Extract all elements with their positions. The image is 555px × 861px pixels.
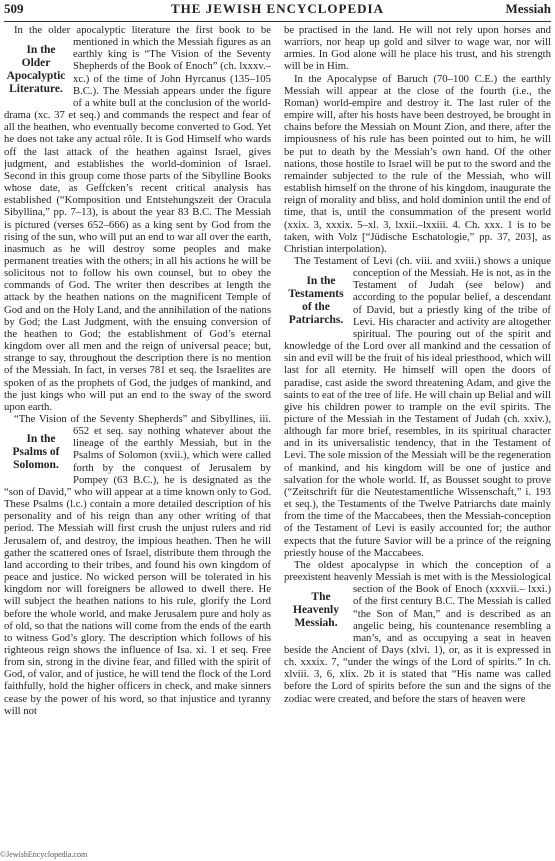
left-column [4, 24, 271, 854]
sidenote-testaments-patriarchs: In the Testaments of the Patriarchs. [288, 275, 344, 327]
sidenote-heavenly-messiah: The Heavenly Messiah. [293, 591, 339, 630]
paragraph [284, 559, 551, 705]
header-rule [4, 21, 551, 22]
paragraph-text: The Testament of Levi (ch. viii. and xviii.) shows a unique conception of the Messiah. He is not, as [294, 254, 551, 280]
paragraph-text: the lineage of the earthly Messiah, but in the Psalms of Solomon (xvii.), which were called forth by the conquest of Jerusalem by Pompey (63 B.C.), he is designated as the “son of David,” who will appear at a time known only to God. These Psalms (l.c.) contain a more detailed description of his personality and of his reign than any other writing of that period. The Messiah will first crush the unjust rulers and rid Jerusalem of, and destroy, the impious heathen. Then he will gather the scattered ones of Israel, distribute them through the land according to their tribes, and found his own kingdom of peace and justice. No wicked person will be tolerated in his kingdom nor will foreigners be allowed to dwell there. He will subject the heathen nations to his rule, glorify the Lord before the whole world, and make Jerusalem pure and holy as of old, so that the nations will come from the ends of the earth to witness God’s glory. The description which follows of his righteous reign shows the influence of Isa. xi. 1 et seq. Free from sin, strong in the divine fear, and filled with the spirit of God, of valor, and of justice, he will tend the flock of the Lord faithfully, hold the higher officers in check, and make sinners cease by the power of his word, so that injustice and tyranny will not [4, 425, 271, 717]
paragraph: be practised in the land. He will not rely upon horses and warriors, nor heap up gold and silver to wage war, nor will armies. In God alone will he place his trust, and his strength will be in Him. [284, 24, 551, 73]
paragraph-text: lxxi.) of the first century B.C. The Messiah is called “the Son of Man,” and is described as an angelic being, his countenance resembling a man’s, and as occupying a seat in heaven beside the Ancient of Days (xlvi. 1), or, as it is expressed in ch. xxxix. 7, “under the wings of the Lord of spirits.” In ch. xlviii. 3, 6, xlix. 2b it is stated that “His name was called before the Lord of spirits before the sun and the signs of the zodiac were created, and before the stars of heaven were [284, 583, 551, 705]
paragraph [4, 413, 271, 717]
paragraph-text: In the older apocalyptic literature the first book to be mentioned in which the Messiah figures as an [14, 24, 271, 49]
paragraph [284, 255, 551, 559]
paragraph-text: The oldest apocalypse in which the conception of a preexistent heavenly Messiah is met with is the Messiological section of the Book of Enoch (xxxvii.– [284, 558, 551, 596]
paragraph-text: earthly king is “The Vision of the Seventy Shepherds of the Book of Enoch” (ch. lxxxv.–xc.) of the time of John Hyrcanus (135–105 B.C.). The Messiah appears under the figure of a white bull at the conclusion of the world-drama (xc. 37 et seq.) and commands the respect and fear of all the heathen, who eventually become converted to God. Yet he does not take any actual rôle. It is God Himself who wards off the last attack of the heathen against Israel, gives judgment, and establishes the world-dominion of Israel. Second in this group come those parts of the Sibylline Books whose date, as Geffcken’s recent critical analysis has established (“Komposition und Entstehungszeit der Oracula Sibyllina,” pp. 7–13), is about the year 83 B.C. The Messiah is pictured (verses 652–666) as a king sent by God from the rising of the sun, who will put an end to war all over the earth, inasmuch as he will destroy some peoples and make permanent treaties with the others; in all his actions he will be solicitous not to follow his own counsel, but to obey the commands of God. The writer then describes at length the attack by the heathen nations on the magnificent Temple of God and on the Holy Land, and the annihilation of the nations by God; the Last Judgment, with the ensuing conversion of the heathen to God; the establishment of God’s eternal kingdom over all men and the reign of universal peace; but, strange to say, throughout the description there is no mention of the Messiah. In fact, in verses 781 et seq. the Israelites are spoken of as the prophets of God, the judges of mankind, and the just kings who will put an end to the sway of the sword upon earth. [4, 48, 271, 413]
copyright-footer: ©JewishEncyclopedia.com [0, 850, 88, 859]
page-header [0, 0, 555, 21]
sidenote-psalms-of-solomon: In the Psalms of Solomon. [12, 433, 60, 472]
running-title: THE JEWISH ENCYCLOPEDIA [171, 1, 384, 16]
paragraph: In the Apocalypse of Baruch (70–100 C.E.) the earthly Messiah will appear at the close of the fourth (i.e., the Roman) world-empire and destroy it. The last ruler of the empire will, after his hosts have been destroyed, be brought in chains before the Messiah on Mount Zion, and there, after the impiousness of his rule has been pointed out to him, he will be put to death by the Messiah’s own hand. Of the other nations, those hostile to Israel will be put to the sword and the remainder subjected to the rule of the Messiah, who will establish himself on the throne of his kingdom, inaugurate the reign of morality and bliss, and hold dominion until the end of time, that is, until the consummation of the present world (xxix. 3, xxxix. 5–xl. 3, lxxii.–lxxiii. 4. Ch. xxx. 1 is to be taken, with Volz [“Jüdische Eschatologie,” pp. 37, 203], as Christian interpolation). [284, 72, 551, 255]
right-column [284, 24, 551, 854]
article-name: Messiah [505, 1, 551, 16]
page-number: 509 [4, 1, 24, 16]
paragraph-text: “The Vision of the Seventy Shepherds” and Sibyllines, iii. 652 et seq. say nothing whatever about [14, 413, 271, 438]
paragraph-text: in the Testament of Judah (see below) and according to the popular belief, a descendant of David, but a priestly king of the tribe of Levi. His character and activity are altogether spiritual. The pouring out of the spirit and knowledge of the Lord over all mankind and the cessation of sin and evil will be the fruit of his ideal priesthood, which will last for all eternity. He himself will open the doors of paradise, cast aside the sword threatening Adam, and give the saints to eat of the tree of life. He will chain up Belial and will give his children power to trample on the evil spirits. The picture of the Messiah in the Testament of Judah (ch. xxiv.), although far more brief, resembles, in its spiritual character and in its universalistic tendency, that in the Testament of Levi. The sole mission of the Messiah will be the regeneration of mankind, and his kingdom will be one of justice and salvation for the whole world. If, as Bousset sought to prove (“Zeitschrift für die Neutestamentliche Wissenschaft,” i. 193 et seq.), the Testaments of the Twelve Patriarchs date mainly from the time of the Maccabees, then the Messiah-conception of the Testament of Levi is easily accounted for; the author expects that the future Savior will be a prince of the reigning priestly house of the Maccabees. [284, 267, 551, 559]
paragraph [4, 24, 271, 413]
sidenote-older-apocalyptic: In the Older Apocalyptic Literature. [6, 44, 66, 96]
